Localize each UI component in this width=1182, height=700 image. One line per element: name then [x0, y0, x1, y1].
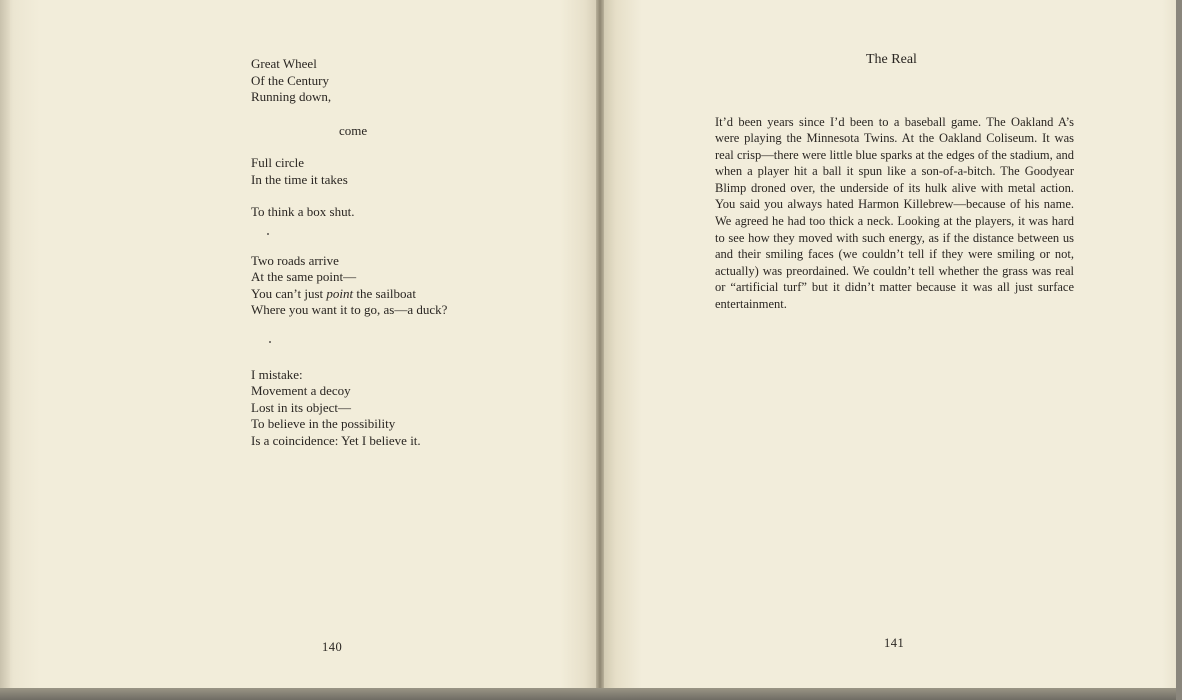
- poem-line: I mistake:: [251, 366, 303, 382]
- poem-line: At the same point—: [251, 269, 357, 284]
- poem-line: Lost in its object—: [251, 399, 352, 415]
- poem-stanza-1: [251, 56, 447, 106]
- poem-stanza-4: [251, 253, 447, 319]
- poem-stanza-2: [251, 155, 447, 188]
- stanza-gap: [251, 188, 447, 204]
- poem: [251, 56, 447, 449]
- scanner-bottom-edge: [0, 688, 1182, 700]
- right-page: [602, 0, 1178, 688]
- poem-line: [251, 286, 447, 303]
- poem-line: In the time it takes: [251, 171, 348, 187]
- prose-paragraph: It’d been years since I’d been to a baseball game. The Oakland A’s were playing the Minnesota Twins. At the Oakland Coliseum. It was real crisp—there were little blue sparks at the edges of the stadium, and when a player hit a ball it spun like a son-of-a-bitch. The Goodyear Blimp droned over, the underside of its hulk alive with metal action. You said you always hated Harmon Killebrew—because of his name. We agreed he had too thick a neck. Looking at the players, it was hard to see how they moved with such energy, as if the distance between us and their smiling faces (we couldn’t tell if they were smiling or not, actually) was preordained. We couldn’t tell whether the grass was real or “artificial turf” but it didn’t matter because it was all just surface entertainment.: [715, 114, 1074, 312]
- stanza-gap: [251, 139, 447, 155]
- poem-stanza-3: [251, 204, 447, 221]
- poem-emphasis: point: [326, 285, 354, 301]
- poem-line: To believe in the possibility: [251, 416, 396, 431]
- page-number-left: 140: [322, 640, 343, 654]
- left-page-edge: [0, 0, 10, 690]
- poem-line: Great Wheel: [251, 56, 317, 71]
- book-gutter: [596, 0, 604, 690]
- page-number-right: 141: [884, 636, 905, 650]
- poem-indented-line: come: [339, 122, 368, 138]
- poem-line: Running down,: [251, 89, 332, 104]
- poem-stanza-5: [251, 367, 447, 450]
- poem-line-part: the sailboat: [353, 285, 416, 301]
- section-dot: [251, 221, 447, 253]
- poem-line: Is a coincidence: Yet I believe it.: [251, 432, 421, 448]
- scanner-right-edge: [1176, 0, 1182, 700]
- poem-line: Two roads arrive: [251, 252, 339, 268]
- poem-line-part: You can’t just: [251, 285, 327, 301]
- poem-line: Where you want it to go, as—a duck?: [251, 302, 448, 317]
- poem-line: To think a box shut.: [251, 204, 355, 219]
- section-dot: [251, 319, 447, 367]
- poem-line: Full circle: [251, 155, 305, 170]
- page-title: The Real: [866, 52, 917, 67]
- poem-line: Of the Century: [251, 72, 329, 88]
- poem-line: Movement a decoy: [251, 383, 351, 398]
- stanza-gap: [251, 106, 447, 123]
